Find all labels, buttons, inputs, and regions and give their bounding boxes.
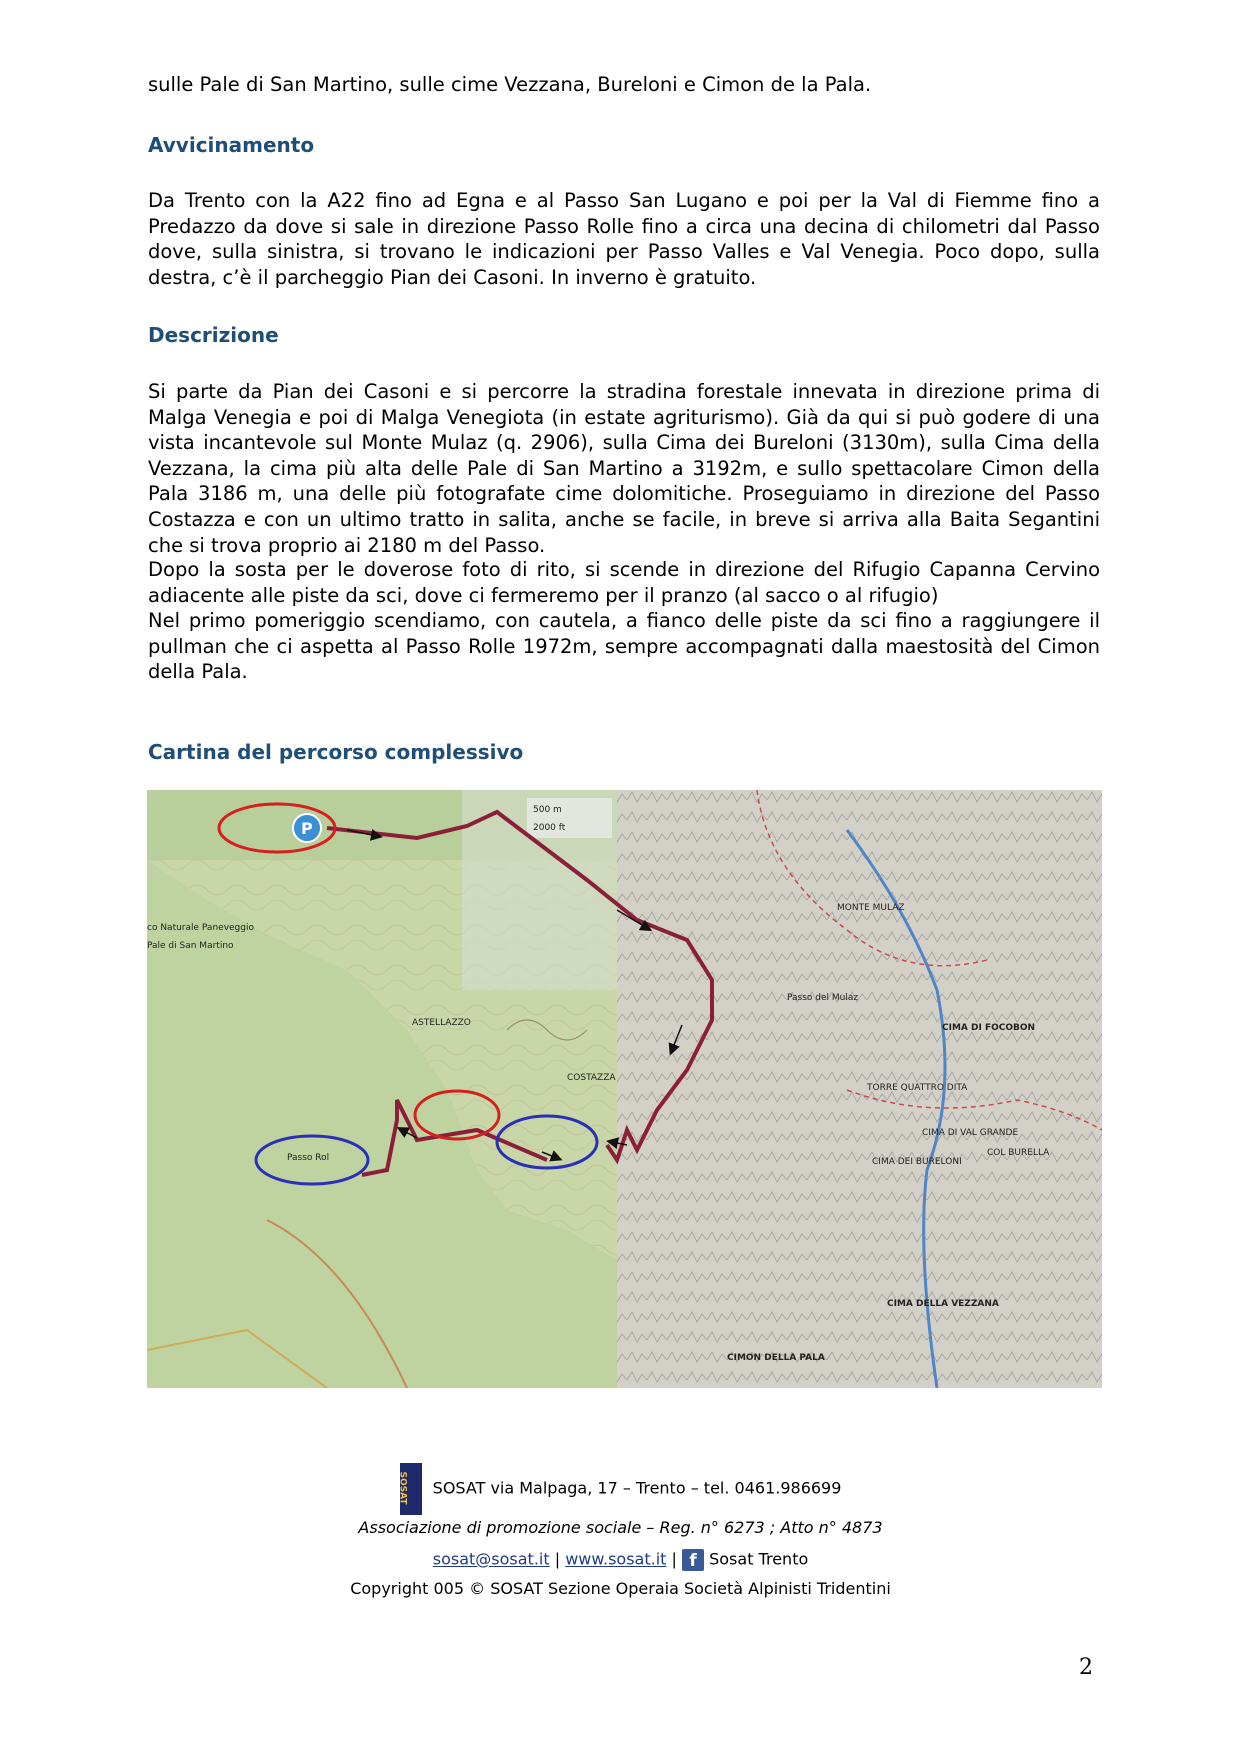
email-link[interactable]: sosat@sosat.it [432,1549,550,1569]
map-label-passo-mulaz: Passo del Mulaz [787,993,859,1003]
heading-descrizione: Descrizione [148,323,279,347]
footer-address: SOSAT via Malpaga, 17 – Trento – tel. 0461.986699 [432,1478,842,1498]
map-label-col-burella: COL BURELLA [987,1148,1050,1158]
separator: | [671,1549,677,1569]
intro-line: sulle Pale di San Martino, sulle cime Vezzana, Bureloni e Cimon de la Pala. [148,73,872,96]
footer-association: Associazione di promozione sociale – Reg. n° 6273 ; Atto n° 4873 [358,1518,883,1537]
heading-avvicinamento: Avvicinamento [148,133,315,157]
separator: | [554,1549,561,1569]
description-paragraph-2: Dopo la sosta per le doverose foto di rito, si scende in direzione del Rifugio Capanna Cervino adiacente alle piste da sci, dove ci fermeremo per il pranzo (al sacco o al rifugio) [148,558,1100,607]
approach-paragraph: Da Trento con la A22 fino ad Egna e al Passo San Lugano e poi per la Val di Fiemme fino a Predazzo da dove si sale in direzione Passo Rolle fino a circa una decina di chilometri dal Passo dove, sulla sinistra, si trovano le indicazioni per Passo Valles e Val Venegia. Poco dopo, sulla destra, c’è il parcheggio Pian dei Casoni. In inverno è gratuito. [148,189,1100,289]
heading-cartina: Cartina del percorso complessivo [148,740,524,764]
description-paragraph-1: Si parte da Pian dei Casoni e si percorre la stradina forestale innevata in direzione prima di Malga Venegia e poi di Malga Venegiota (in estate agriturismo). Già da qui si può godere di una vista incantevole sul Monte Mulaz (q. 2906), sulla Cima dei Bureloni (3130m), sulla Cima della Vezzana, la cima più alta delle Pale di San Martino a 3192m, e sullo spettacolare Cimon della Pala 3186 m, una delle più fotografate cime dolomitiche. Proseguiamo in direzione del Passo Costazza e con un ultimo tratto in salita, anche se facile, in breve si arriva alla Baita Segantini che si trova proprio ai 2180 m del Passo. [148,380,1100,557]
sosat-logo [397,1463,422,1515]
footer-links-line [0,1549,1241,1571]
map-scale-feet: 2000 ft [533,823,566,833]
map-label-val-grande: CIMA DI VAL GRANDE [922,1128,1019,1138]
map-label-costazza: COSTAZZA [567,1073,616,1083]
website-link[interactable]: www.sosat.it [565,1549,667,1569]
map-label-pale: Pale di San Martino [147,941,234,951]
description-paragraph-3: Nel primo pomeriggio scendiamo, con cautela, a fianco delle piste da sci fino a raggiungere il pullman che ci aspetta al Passo Rolle 1972m, sempre accompagnati dalla maestosità del Cimon della Pala. [148,609,1100,684]
facebook-icon[interactable]: f [682,1549,704,1571]
footer-copyright: Copyright 005 © SOSAT Sezione Operaia Società Alpinisti Tridentini [350,1579,891,1598]
map-scale-meters: 500 m [533,805,562,815]
map-label-torre: TORRE QUATTRO DITA [867,1083,968,1093]
parking-icon: P [301,819,313,838]
map-label-focobon: CIMA DI FOCOBON [942,1023,1036,1033]
map-label-parco: co Naturale Paneveggio [147,923,254,933]
map-label-astellazzo: ASTELLAZZO [412,1018,471,1028]
map-label-passo-rolle: Passo Rol [287,1153,330,1163]
route-map [147,790,1102,1388]
sosat-logo-text: SOSAT [397,1471,408,1505]
map-label-bureloni: CIMA DEI BURELONI [872,1157,962,1167]
facebook-label: Sosat Trento [709,1549,809,1569]
map-label-monte-mulaz: MONTE MULAZ [837,903,905,913]
footer-address-line [0,1463,1241,1515]
map-label-cimon: CIMON DELLA PALA [727,1353,825,1363]
page-number: 2 [1079,1655,1093,1680]
map-label-vezzana: CIMA DELLA VEZZANA [887,1299,999,1309]
